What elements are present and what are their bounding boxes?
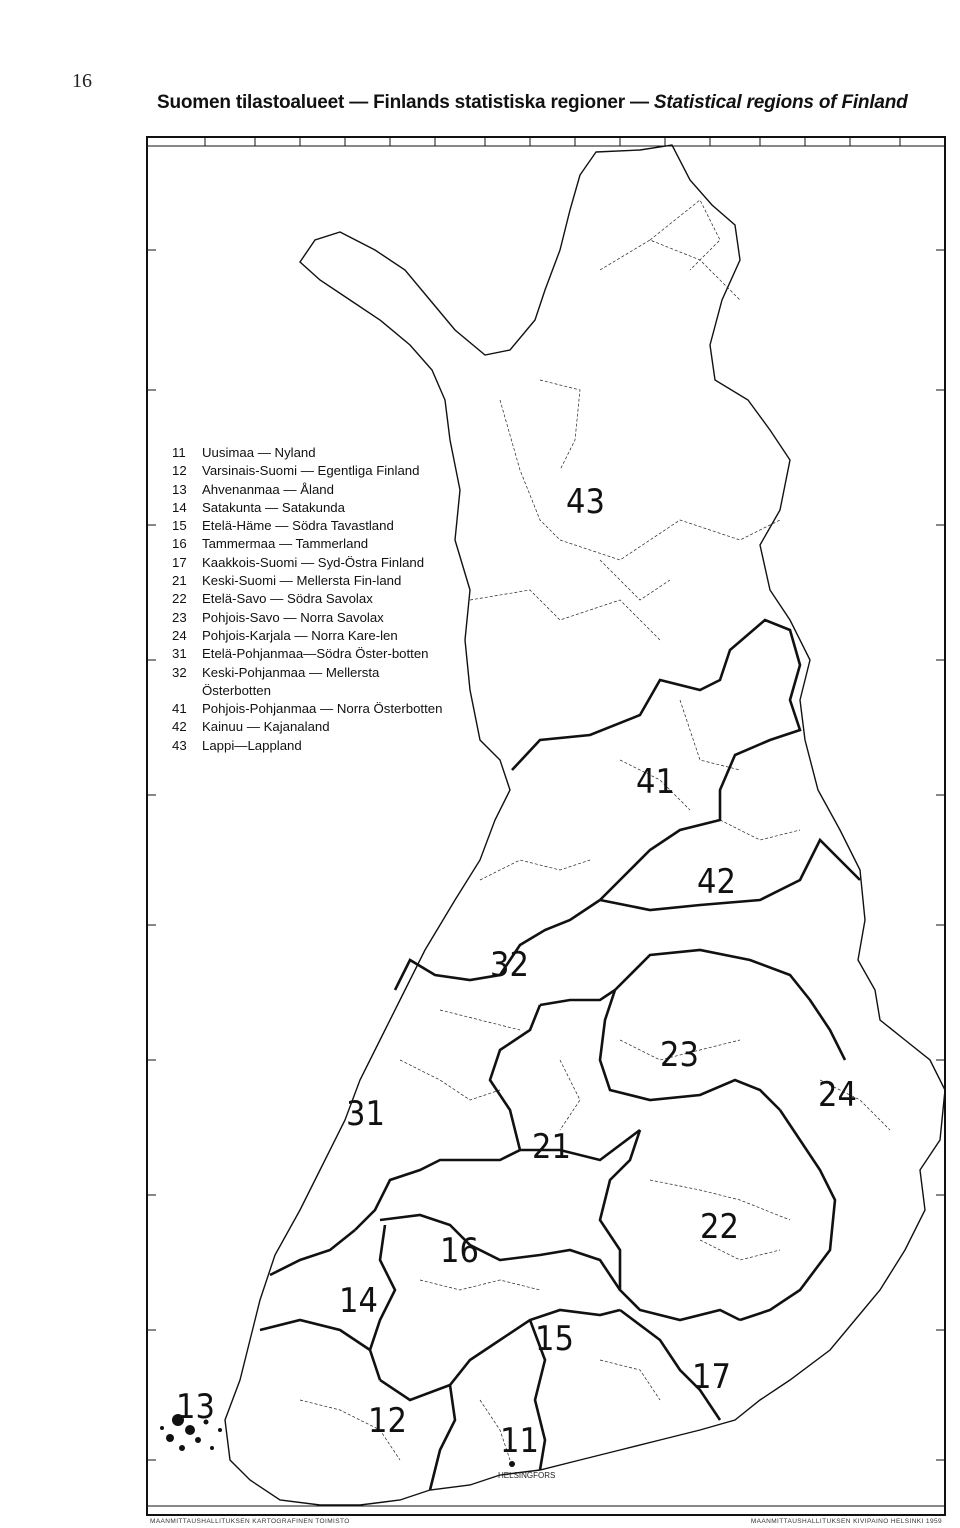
legend-code: 16 (172, 536, 187, 552)
map-label-12: 12 (368, 1401, 407, 1441)
legend-text: Kainuu — Kajanaland (202, 719, 330, 735)
legend-item (172, 590, 444, 608)
legend-item (172, 572, 444, 590)
legend-code: 14 (172, 499, 187, 515)
legend-code: 23 (172, 609, 187, 625)
map-label-22: 22 (700, 1207, 739, 1247)
legend-text: Etelä-Pohjanmaa—Södra Öster-botten (202, 646, 429, 662)
legend-item (172, 554, 444, 572)
legend-item (172, 700, 444, 718)
legend-text: Pohjois-Karjala — Norra Kare-len (202, 627, 398, 643)
municipal-borders (300, 200, 890, 1460)
legend-item (172, 462, 444, 480)
map-label-31: 31 (346, 1094, 385, 1134)
legend-item (172, 645, 444, 663)
map-label-24: 24 (818, 1075, 857, 1115)
page-number: 16 (72, 70, 92, 92)
city-label-helsingfors: HELSINGFORS (498, 1471, 556, 1480)
legend-item (172, 737, 444, 755)
legend-text: Pohjois-Pohjanmaa — Norra Österbotten (202, 701, 443, 717)
legend-code: 21 (172, 573, 187, 589)
map-label-14: 14 (339, 1281, 378, 1321)
legend-item (172, 481, 444, 499)
legend-item (172, 535, 444, 553)
map-label-17: 17 (692, 1357, 731, 1397)
legend-text: Etelä-Häme — Södra Tavastland (202, 518, 394, 534)
legend-text: Etelä-Savo — Södra Savolax (202, 591, 373, 607)
title-dash-2: — (624, 92, 654, 113)
legend-code: 11 (172, 445, 186, 460)
map-label-41: 41 (636, 762, 675, 802)
legend-item (172, 718, 444, 736)
legend-item (172, 444, 444, 462)
legend-code: 15 (172, 518, 187, 534)
legend-item (172, 627, 444, 645)
legend-text: Keski-Suomi — Mellersta Fin-land (202, 573, 402, 589)
legend-text: Keski-Pohjanmaa — Mellersta Österbotten (202, 664, 380, 698)
legend-code: 42 (172, 719, 187, 735)
footer-credit-left: MAANMITTAUSHALLITUKSEN KARTOGRAFINEN TOIMISTO (150, 1518, 350, 1525)
legend-item (172, 499, 444, 517)
legend-text: Varsinais-Suomi — Egentliga Finland (202, 463, 420, 479)
legend-code: 32 (172, 664, 187, 680)
legend-text: Satakunta — Satakunda (202, 499, 345, 515)
legend-text: Tammermaa — Tammerland (202, 536, 369, 552)
legend-code: 43 (172, 737, 187, 753)
legend-text: Lappi—Lappland (202, 737, 302, 753)
map-label-32: 32 (490, 945, 529, 985)
map-label-21: 21 (532, 1127, 571, 1167)
legend-code: 24 (172, 627, 187, 643)
legend-code: 12 (172, 463, 187, 479)
map-label-43: 43 (566, 482, 605, 522)
footer-credit-right: MAANMITTAUSHALLITUKSEN KIVIPAINO HELSINKI 1959 (750, 1518, 942, 1525)
legend-item (172, 664, 444, 701)
country-outline (225, 145, 945, 1505)
legend-code: 13 (172, 481, 187, 497)
legend-code: 41 (172, 701, 187, 717)
title-sv: Finlands statistiska regioner (373, 92, 625, 113)
title-en: Statistical regions of Finland (653, 92, 908, 113)
legend-text: Kaakkois-Suomi — Syd-Östra Finland (202, 554, 425, 570)
legend-code: 22 (172, 591, 187, 607)
legend (172, 444, 444, 755)
map-label-11: 11 (500, 1421, 539, 1461)
legend-item (172, 609, 444, 627)
map-label-16: 16 (440, 1231, 479, 1271)
helsinki-marker (509, 1461, 515, 1467)
legend-code: 17 (172, 554, 187, 570)
legend-text: Uusimaa — Nyland (202, 445, 316, 460)
legend-code: 31 (172, 646, 187, 662)
legend-item (172, 517, 444, 535)
legend-text: Ahvenanmaa — Åland (202, 481, 334, 497)
map-label-23: 23 (660, 1035, 699, 1075)
title-fi: Suomen tilastoalueet (157, 92, 345, 113)
legend-text: Pohjois-Savo — Norra Savolax (202, 609, 384, 625)
map-label-42: 42 (697, 862, 736, 902)
map-label-13: 13 (176, 1387, 215, 1427)
graticule-ticks (146, 136, 946, 1506)
title-dash-1: — (344, 92, 374, 113)
map-label-15: 15 (535, 1319, 574, 1359)
